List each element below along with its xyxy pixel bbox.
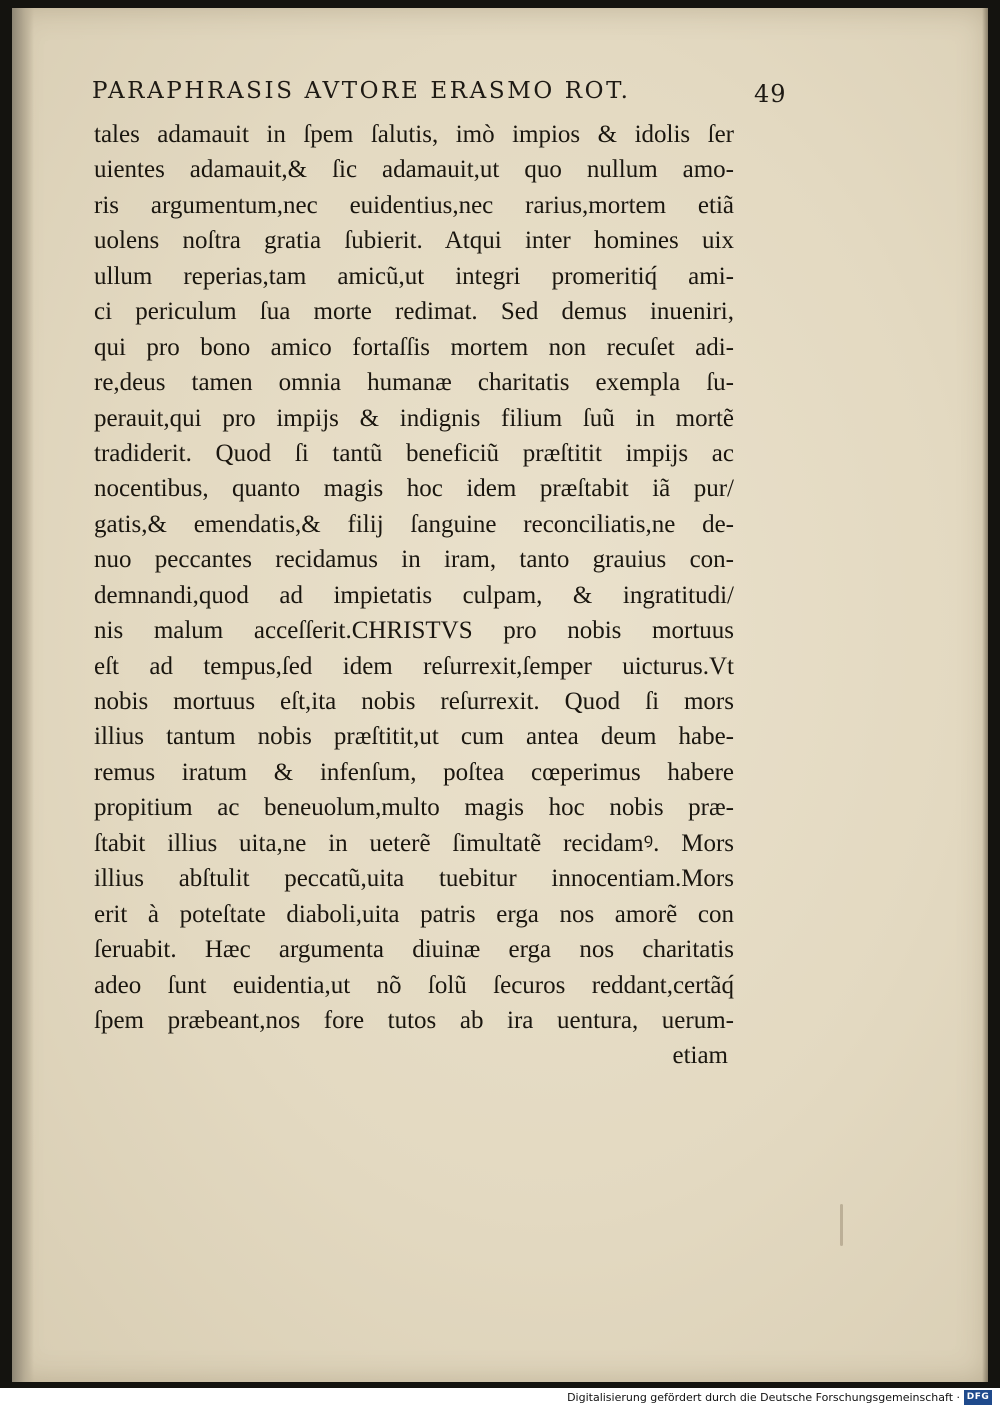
text-line: uolens noſtra gratia ſubierit. Atqui inter homines uix xyxy=(94,227,734,255)
text-line: ſtabit illius uita,ne in ueterẽ ſimultatẽ recidamꝰ. Mors xyxy=(94,829,734,857)
page-number: 49 xyxy=(754,80,787,108)
text-line: ris argumentum,nec euidentius,nec rarius,mortem etiã xyxy=(94,191,734,219)
margin-blemish xyxy=(840,1204,843,1246)
digitization-footer xyxy=(0,1388,1000,1408)
text-line: re,deus tamen omnia humanæ charitatis exempla ſu‑ xyxy=(94,369,734,397)
text-line: nobis mortuus eſt,ita nobis reſurrexit. Quod ſi mors xyxy=(94,688,734,715)
text-line: eſt ad tempus,ſed idem reſurrexit,ſemper uicturus.Vt xyxy=(94,652,734,680)
text-line: remus iratum & infenſum, poſtea cœperimus habere xyxy=(94,758,734,786)
funding-credit: Digitalisierung gefördert durch die Deutsche Forschungsgemeinschaft · xyxy=(567,1391,960,1404)
text-block xyxy=(94,117,734,1074)
text-line: uientes adamauit,& ſic adamauit,ut quo nullum amo‑ xyxy=(94,156,734,184)
text-line: illius tantum nobis præſtitit,ut cum antea deum habe‑ xyxy=(94,723,734,751)
text-line: ci periculum ſua morte redimat. Sed demus inueniri, xyxy=(94,298,734,326)
text-line: tradiderit. Quod ſi tantũ beneficiũ præſtitit impijs ac xyxy=(94,439,734,467)
text-line: nuo peccantes recidamus in iram, tanto grauius con‑ xyxy=(94,546,734,574)
text-line: demnandi,quod ad impietatis culpam, & ingratitudi/ xyxy=(94,581,734,609)
text-line: nis malum acceſſerit.CHRISTVS pro nobis mortuus xyxy=(94,617,734,645)
text-line: adeo ſunt euidentia,ut nõ ſolũ ſecuros reddant,certãq́ xyxy=(94,971,734,999)
catchword: etiam xyxy=(672,1042,728,1070)
text-line: ſpem præbeant,nos fore tutos ab ira uentura, uerum‑ xyxy=(94,1006,734,1034)
text-line: illius abſtulit peccatũ,uita tuebitur innocentiam.Mors xyxy=(94,865,734,893)
text-line: propitium ac beneuolum,multo magis hoc nobis præ‑ xyxy=(94,794,734,822)
text-line: tales adamauit in ſpem ſalutis, imò impios & idolis ſer xyxy=(94,121,734,148)
text-line: perauit,qui pro impijs & indignis filium ſuũ in mortẽ xyxy=(94,404,734,432)
dfg-logo: DFG xyxy=(964,1390,992,1405)
text-line: ſeruabit. Hæc argumenta diuinæ erga nos charitatis xyxy=(94,936,734,964)
text-line: ullum reperias,tam amicũ,ut integri promeritiq́ ami‑ xyxy=(94,262,734,290)
text-line: nocentibus, quanto magis hoc idem præſtabit iã pur/ xyxy=(94,475,734,503)
text-line: qui pro bono amico fortaſſis mortem non recuſet adi‑ xyxy=(94,333,734,361)
running-head: PARAPHRASIS AVTORE ERASMO ROT. xyxy=(92,78,631,104)
page-edge-shadow xyxy=(982,8,988,1382)
page-gutter-shadow xyxy=(12,8,34,1382)
text-line: gatis,& emendatis,& filij ſanguine reconciliatis,ne de‑ xyxy=(94,510,734,538)
text-line: erit à poteſtate diaboli,uita patris erga nos amorẽ con xyxy=(94,900,734,928)
